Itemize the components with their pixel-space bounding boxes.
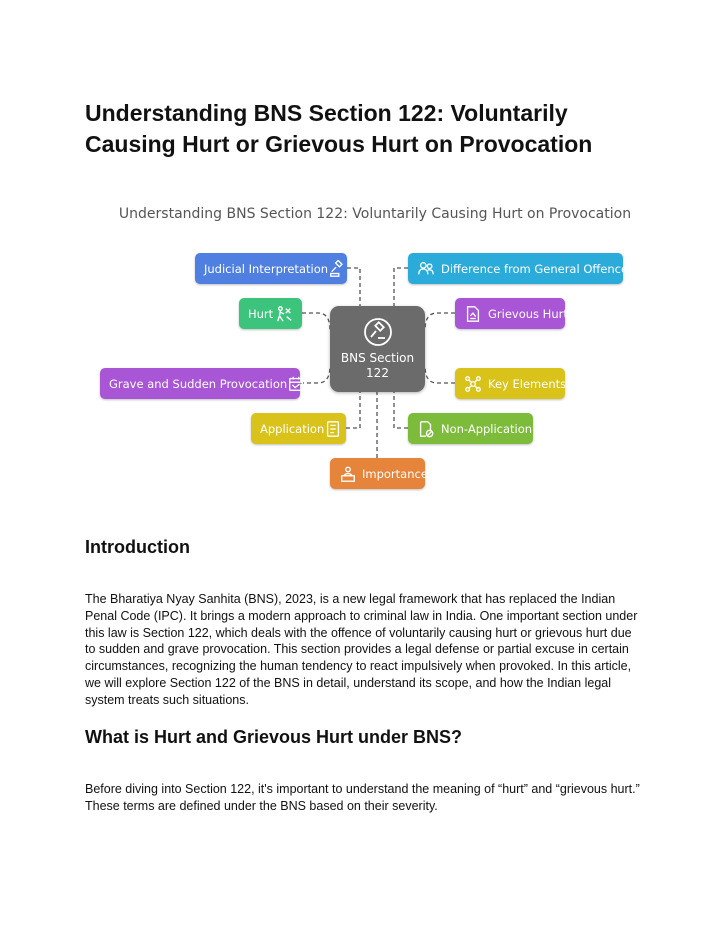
network-icon [464,375,482,393]
node-label: Hurt [248,306,274,321]
node-hurt [239,298,302,329]
node-judicial-interpretation [195,253,347,284]
gavel-icon [328,260,346,278]
node-grave-and-sudden-provocation [100,368,300,399]
center-node-line2: 122 [366,366,389,380]
node-label: Non-Application [441,421,533,436]
node-non-application [408,413,533,444]
paragraph-hurt: Before diving into Section 122, it's important to understand the meaning of “hurt” and “grievous hurt.” These terms are defined under the BNS based on their severity. [85,782,640,813]
checklist-icon [324,420,342,438]
node-label: Application [260,421,325,436]
node-grievous-hurt [455,298,568,329]
section-heading-hurt: What is Hurt and Grievous Hurt under BNS? [85,727,463,747]
hurt-icon [275,305,293,323]
node-application [251,413,346,444]
people-icon [417,260,435,278]
person-board-icon [339,465,357,483]
calendar-icon [287,375,305,393]
paragraph-introduction: The Bharatiya Nyay Sanhita (BNS), 2023, is a new legal framework that has replaced the Indian Penal Code (IPC). It brings a modern approach to criminal law in India. One important section under this law is Section 122, which deals with the offence of voluntarily causing hurt or grievous hurt due to sudden and grave provocation. This section provides a legal defense or partial excuse in certain circumstances, recognizing the human tendency to react impulsively when provoked. In this article, we will explore Section 122 of the BNS in detail, understand its scope, and how the Indian legal system treats such situations. [85,592,638,707]
document-icon [464,305,482,323]
center-node-line1: BNS Section [340,351,415,365]
gavel-icon [363,317,393,347]
page-title: Understanding BNS Section 122: Voluntarily Causing Hurt or Grievous Hurt on Provocation [85,100,593,157]
node-importance [330,458,428,489]
center-node-bns-section-122 [330,306,425,392]
mind-map-diagram [0,190,720,510]
section-heading-introduction: Introduction [85,537,190,557]
node-label: Grave and Sudden Provocation [109,376,288,391]
no-document-icon [417,420,435,438]
node-label: Grievous Hurt [488,306,568,321]
diagram-title: Understanding BNS Section 122: Voluntarily Causing Hurt on Provocation [118,206,632,222]
node-label: Importance [362,466,428,481]
node-label: Key Elements [488,376,567,391]
node-label: Difference from General Offences [441,261,635,276]
node-label: Judicial Interpretation [204,261,329,276]
node-key-elements [455,368,565,399]
node-difference-from-general-offences [408,253,635,284]
